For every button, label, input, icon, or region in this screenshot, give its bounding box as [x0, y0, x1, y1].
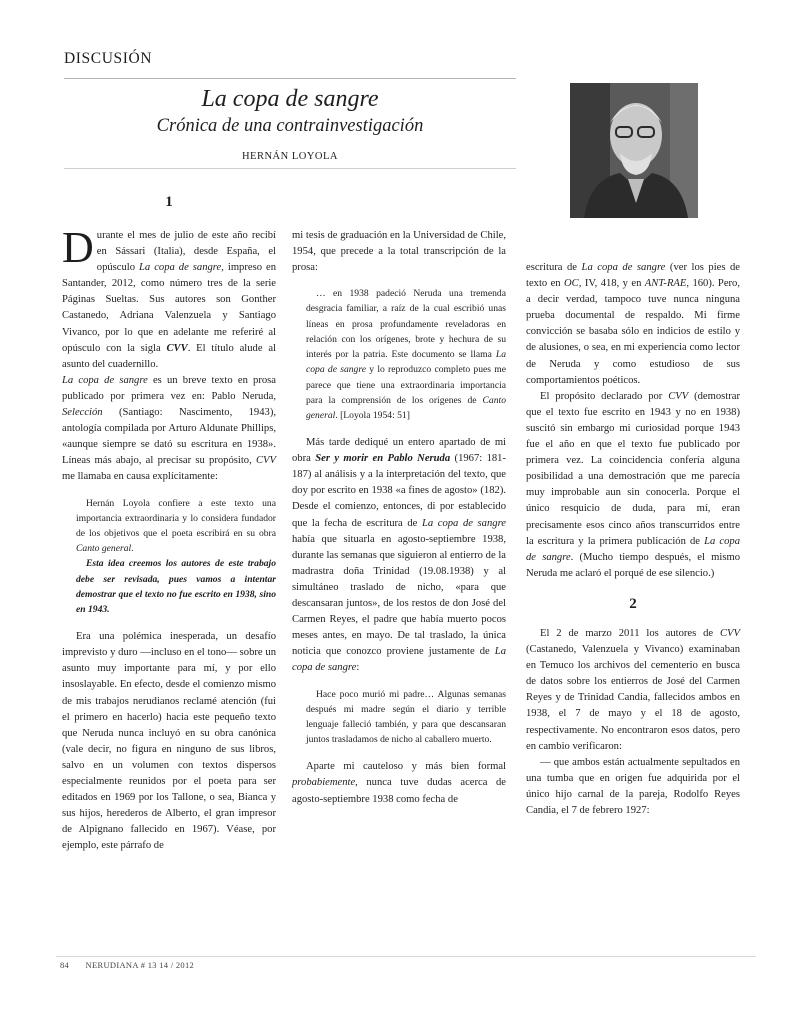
- text: . (Mucho tiempo después, el mismo Neruda me aclaró el porqué de ese silencio.): [526, 551, 740, 579]
- author-portrait-icon: [570, 83, 698, 218]
- quote-paragraph: Hace poco murió mi padre… Algunas semanas después mi madre según el diario y terrible lenguaje falleció también, y para que descansaran juntos trasladamos de nicho al caballero muerto.: [306, 688, 506, 746]
- text-italic: Ser y morir en Pablo Neruda: [315, 453, 451, 465]
- text: Aparte mi cauteloso y más bien formal: [306, 761, 506, 773]
- quote-paragraph: [306, 286, 506, 423]
- page-number: 84: [60, 960, 70, 970]
- quote-emphasis: Esta idea creemos los autores de este trabajo debe ser revisada, pues vamos a intentar demostrar que el texto no fue escrito en 1938, sino en 1943.: [76, 558, 276, 615]
- text: escritura de: [526, 262, 582, 273]
- footer-rule: [56, 956, 756, 957]
- issue-label: # 13 14 / 2012: [140, 960, 195, 970]
- text-italic: Canto general: [76, 543, 132, 555]
- paragraph: [526, 626, 740, 755]
- text-italic: probabiemente: [292, 777, 356, 789]
- text: , impreso en Santander, 2012, como número tres de la serie Páginas Sueltas. Sus autores son Gonther Castanedo, Adriana Valenzuela y Santiago Vivanco, por lo que en adelante me referiré al opúsculo con la sigla: [62, 262, 276, 354]
- text-italic: Selección: [62, 407, 103, 419]
- paragraph: [292, 759, 506, 807]
- text-italic: OC: [564, 278, 579, 290]
- text-italic: ANT-RAE: [644, 278, 687, 290]
- column-2: [292, 228, 506, 808]
- text-italic: La copa de sangre: [581, 262, 666, 273]
- text: … en 1938 padeció Neruda una tremenda desgracia familiar, a raíz de la cual escribió unas líneas en prosa profundamente reveladoras en relación con los orígenes, brote y hechura de su interés por la patria. Este documento se llama: [306, 288, 506, 361]
- text: Hernán Loyola confiere a este texto una importancia extraordinaria y lo considera fundador de los objetivos que el poeta escribirá en su obra: [76, 497, 276, 539]
- text: :: [356, 662, 360, 674]
- quote-paragraph: [76, 496, 276, 557]
- text: (1967: 181-187) al análisis y a la interpretación del texto, que doy por escrito en 1938 «a fines de agosto» (182). Desde el comienzo, entonces, di por establecido que la fecha de escritura de: [292, 453, 507, 529]
- text: El propósito declarado por: [540, 390, 669, 402]
- text: .: [131, 543, 134, 555]
- text: es un breve texto en prosa publicado por primera vez en: Pablo Neruda,: [62, 374, 276, 402]
- paragraph: [526, 389, 740, 582]
- text: , 160). Pero, a decir verdad, tampoco tuve nunca ninguna prueba documental de respaldo. Mi firme convicción se basaba sólo en indicios de estilo y de alusiones, o sea, en mi experiencia como lector de Neruda y como estudioso de sus comportamientos poéticos.: [526, 278, 740, 386]
- text-italic: CVV: [668, 390, 689, 402]
- text: (Santiago: Nascimento, 1943), antología compilada por Arturo Aldunate Phillips, «aunque siempre se dató su escritura en 1938». Líneas más abajo, al precisar su propósito,: [62, 407, 276, 467]
- block-quote: [306, 687, 506, 748]
- paragraph: [62, 373, 276, 486]
- text: urante el mes de julio de este año recibí en Sássari (Italia), desde España, el opúsculo: [96, 230, 276, 274]
- text-italic: CVV: [255, 455, 276, 467]
- text-italic: La copa de sangre: [526, 535, 740, 563]
- spacer: [526, 582, 740, 596]
- portrait-image: [570, 83, 698, 218]
- drop-cap: D: [62, 223, 94, 272]
- block-quote: [76, 496, 276, 618]
- text-italic: La copa de sangre: [421, 517, 507, 529]
- text: me llamaba en causa explícitamente:: [62, 471, 218, 483]
- journal-name: NERUDIANA: [85, 960, 139, 970]
- article-title: La copa de sangre: [201, 86, 379, 112]
- text-italic: La copa de sangre: [306, 349, 506, 376]
- section-label: DISCUSIÓN: [64, 50, 153, 67]
- section-number-2: 2: [629, 595, 637, 612]
- column-1: [62, 194, 276, 854]
- page-footer: [60, 960, 194, 970]
- block-quote: [306, 286, 506, 423]
- text: El 2 de marzo 2011 los autores de: [540, 627, 720, 639]
- section-number-1: 1: [165, 194, 173, 210]
- text-italic: La copa de sangre: [62, 374, 148, 386]
- text: (ver los pies de texto en: [526, 262, 741, 290]
- text: Más tarde dediqué un entero apartado de mi obra: [292, 437, 506, 465]
- paragraph: Era una polémica inesperada, un desafío imprevisto y duro —incluso en el tono— sobre un asunto muy importante para mí, y por ello insoslayable. En efecto, desde el comienzo mismo de mis trabajos nerudianos reclamé atención (fui el primero en hacerlo) hacia este pequeño texto que Neruda nunca incluyó en su obra canónica (vale decir, no figura en ninguno de sus libros, salvo en un volumen con textos dispersos especialmente reunidos por el poeta para ser editados en 1969 por los Tallone, o sea, Bianca y sus hijos, herederos de Alberto, el gran impresor de Alpignano fallecido en 1967). Véase, por ejemplo, este párrafo de: [62, 631, 276, 852]
- paragraph: [292, 435, 506, 676]
- text: (demostrar que el texto fue escrito en 1943 y no en 1938) suscitó sin embargo mi curiosidad porque 1943 fue el año en que el texto fue publicado por primera vez. La coincidencia confería alguna posibilidad a una demostración que me parecía muy improbable aun sin conocerla. Porque el único resquicio de duda, para mí, eran precisamente esos cinco años transcurridos entre la escritura y la primera publicación de: [526, 390, 740, 547]
- text: (Castanedo, Valenzuela y Vivanco) examinaban en Temuco los archivos del cementerio en busca de datos sobre los entierros de José del Carmen Reyes y de Trinidad Candia, fallecidos ambos en 1938, el 7 de mayo y el 18 de agosto, respectivamente. No encontraron esos datos, pero en cambio verificaron:: [526, 644, 740, 752]
- column-3: [526, 260, 740, 819]
- header-rule: [64, 78, 516, 79]
- text: , IV, 418, y en: [578, 278, 645, 290]
- paragraph: mi tesis de graduación en la Universidad de Chile, 1954, que precede a la total transcripción de la prosa:: [292, 230, 506, 274]
- text: había que situarla en agosto-septiembre 1938, durante las semanas que siguieron al entierro de la madrastra doña Trinidad (19.08.1938) y al simultáneo traslado de nicho, «para que descansaran juntos», de los restos de don José del Carmen Reyes, el padre que había muerto pocos meses antes, en mayo. De tal traslado, la única noticia que conozco proviene justamente de: [292, 533, 506, 658]
- spacer: [526, 612, 740, 626]
- text-italic: La copa de sangre: [292, 646, 506, 674]
- article-subtitle: Crónica de una contrainvestigación: [156, 116, 424, 136]
- text-italic: CVV: [719, 627, 740, 639]
- text-italic: Canto general: [306, 394, 506, 421]
- author-name: HERNÁN LOYOLA: [241, 151, 339, 162]
- title-rule: [64, 168, 516, 169]
- text: . El título alude al asunto del cuadernillo.: [62, 342, 276, 370]
- text: . [Loyola 1954: 51]: [335, 409, 410, 421]
- text: y lo reproduzco completo pues me parece que tiene una extraordinaria importancia para la comprensión de los orígenes de: [306, 364, 506, 406]
- paragraph: [526, 260, 740, 389]
- text-italic: CVV: [166, 342, 188, 354]
- text: , nunca tuve dudas acerca de agosto-septiembre 1938 como fecha de: [292, 777, 506, 805]
- text-italic: La copa de sangre: [139, 262, 222, 274]
- paragraph: [62, 223, 276, 373]
- paragraph: — que ambos están actualmente sepultados en una tumba que en origen fue adquirida por el único hijo carnal de la pareja, Rodolfo Reyes Candia, el 7 de febrero 1927:: [526, 756, 740, 816]
